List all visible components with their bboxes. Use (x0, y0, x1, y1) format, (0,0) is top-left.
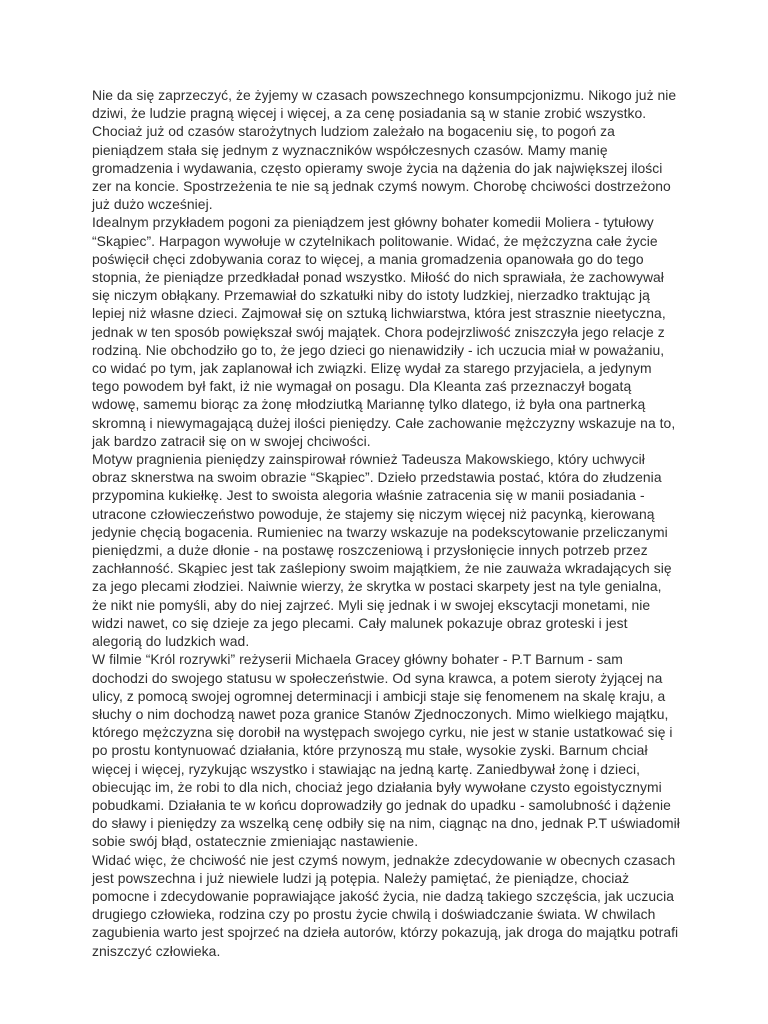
paragraph-barnum: W filmie “Król rozrywki” reżyserii Michaela Gracey główny bohater - P.T Barnum - sam dochodzi do swojego statusu w społeczeństwie. Od syna krawca, a potem sieroty żyjącej na ulicy, z pomocą swojej ogromnej determinacji i ambicji staje się fenomenem na skalę kraju, a słuchy o nim dochodzą nawet poza granice Stanów Zjednoczonych. Mimo wielkiego majątku, którego mężczyzna się dorobił na występach swojego cyrku, nie jest w stanie ustatkować się i po prostu kontynuować działania, które przynoszą mu stałe, wysokie zyski. Barnum chciał więcej i więcej, ryzykując wszystko i stawiając na jedną kartę. Zaniedbywał żonę i dzieci, obiecując im, że robi to dla nich, chociaż jego działania były wywołane czysto egoistycznymi pobudkami. Działania te w końcu doprowadziły go jednak do upadku - samolubność i dążenie do sławy i pieniędzy za wszelką cenę odbiły się na nim, ciągnąc na dno, jednak P.T uświadomił sobie swój błąd, ostatecznie zmieniając nastawienie. (92, 651, 680, 850)
paragraph-moliere: Idealnym przykładem pogoni za pieniądzem jest główny bohater komedii Moliera - tytułowy “Skąpiec”. Harpagon wywołuje w czytelnikach politowanie. Widać, że mężczyzna całe życie poświęcił chęci zdobywania coraz to więcej, a mania gromadzenia opanowała go do tego stopnia, że pieniądze przedkładał ponad wszystko. Miłość do nich sprawiała, że zachowywał się niczym obłąkany. Przemawiał do szkatułki niby do istoty ludzkiej, nierzadko traktując ją lepiej niż własne dzieci. Zajmował się on sztuką lichwiarstwa, która jest strasznie nieetyczna, jednak w ten sposób powiększał swój majątek. Chora podejrzliwość zniszczyła jego relacje z rodziną. Nie obchodziło go to, że jego dzieci go nienawidziły - ich uczucia miał w poważaniu, co widać po tym, jak zaplanował ich związki. Elizę wydał za starego przyjaciela, a jedynym tego powodem był fakt, iż nie wymagał on posagu. Dla Kleanta zaś przeznaczył bogatą wdowę, samemu biorąc za żonę młodziutką Mariannę tylko dlatego, iż była ona partnerką skromną i niewymagającą dużej ilości pieniędzy. Całe zachowanie mężczyzny wskazuje na to, jak bardzo zatracił się on w swojej chciwości. (92, 214, 676, 449)
paragraph-intro: Nie da się zaprzeczyć, że żyjemy w czasach powszechnego konsumpcjonizmu. Nikogo już nie dziwi, że ludzie pragną więcej i więcej, a za cenę posiadania są w stanie zrobić wszystko. Chociaż już od czasów starożytnych ludziom zależało na bogaceniu się, to pogoń za pieniądzem stała się jednym z wyznaczników współczesnych czasów. Mamy manię gromadzenia i wydawania, często opieramy swoje życia na dążenia do jak największej ilości zer na koncie. Spostrzeżenia te nie są jednak czymś nowym. Chorobę chciwości dostrzeżono już dużo wcześniej. (92, 87, 677, 213)
document-body (92, 86, 680, 960)
paragraph-makowski: Motyw pragnienia pieniędzy zainspirował również Tadeusza Makowskiego, który uchwycił obraz sknerstwa na swoim obrazie “Skąpiec”. Dzieło przedstawia postać, która do złudzenia przypomina kukiełkę. Jest to swoista alegoria właśnie zatracenia się w manii posiadania - utracone człowieczeństwo powoduje, że stajemy się niczym więcej niż pacynką, kierowaną jedynie chęcią bogacenia. Rumieniec na twarzy wskazuje na podekscytowanie przeliczanymi pieniędzmi, a duże dłonie - na postawę roszczeniową i przysłonięcie innych potrzeb przez zachłanność. Skąpiec jest tak zaślepiony swoim majątkiem, że nie zauważa wkradających się za jego plecami złodziei. Naiwnie wierzy, że skrytka w postaci skarpety jest na tyle genialna, że nikt nie pomyśli, aby do niej zajrzeć. Myli się jednak i w swojej ekscytacji monetami, nie widzi nawet, co się dzieje za jego plecami. Cały malunek pokazuje obraz groteski i jest alegorią do ludzkich wad. (92, 451, 672, 650)
paragraph-conclusion: Widać więc, że chciwość nie jest czymś nowym, jednakże zdecydowanie w obecnych czasach jest powszechna i już niewiele ludzi ją potępia. Należy pamiętać, że pieniądze, chociaż pomocne i zdecydowanie poprawiające jakość życia, nie dadzą takiego szczęścia, jak uczucia drugiego człowieka, rodzina czy po prostu życie chwilą i doświadczanie świata. W chwilach zagubienia warto jest spojrzeć na dzieła autorów, którzy pokazują, jak droga do majątku potrafi zniszczyć człowieka. (92, 851, 679, 959)
